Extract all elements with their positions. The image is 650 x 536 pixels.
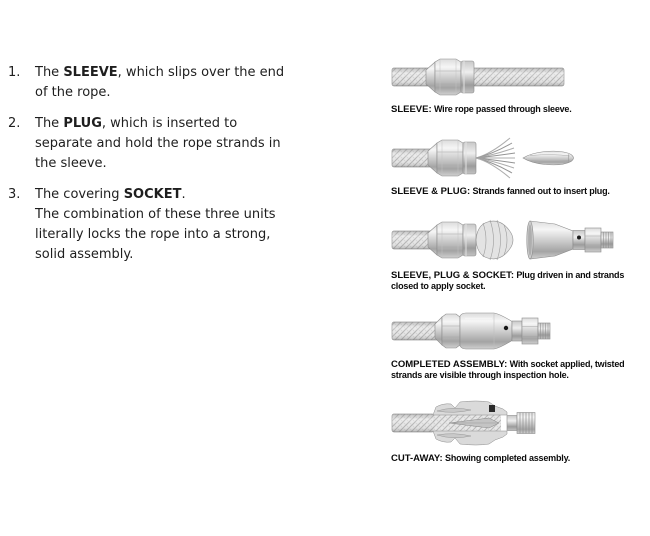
text-line: The combination of these three units [35, 207, 276, 222]
caption-label: SLEEVE, PLUG & SOCKET: [391, 270, 514, 281]
text-segment: , which is inserted to [101, 116, 238, 131]
text-segment: The covering [35, 187, 124, 202]
text-segment: , which slips over the end [117, 65, 285, 80]
caption-label: COMPLETED ASSEMBLY: [391, 359, 508, 370]
figure-block-sleeve-plug [391, 135, 649, 197]
caption-label: CUT-AWAY: [391, 453, 443, 464]
text-line: literally locks the rope into a strong, [35, 227, 271, 242]
text-segment: . [181, 187, 186, 202]
text-segment: The [35, 65, 64, 80]
figure-block-sleeve [391, 55, 649, 115]
text-line: the sleeve. [35, 156, 107, 171]
list-item-text [35, 185, 276, 265]
term-sleeve: SLEEVE [63, 65, 118, 80]
figure-completed-assembly [391, 308, 559, 354]
caption-text: Showing completed assembly. [445, 453, 571, 463]
caption-text: Strands fanned out to insert plug. [472, 186, 610, 196]
text-segment: The [35, 116, 64, 131]
figure-sleeve-plug [391, 135, 581, 181]
caption-text: Wire rope passed through sleeve. [433, 104, 572, 114]
figure-block-sleeve-plug-socket [391, 215, 649, 292]
list-item-text [35, 63, 284, 103]
caption-label: SLEEVE & PLUG: [391, 186, 471, 197]
list-item-text [35, 114, 281, 174]
figure-caption [391, 186, 645, 197]
caption-text: With socket applied, twisted strands are visible through inspection hole. [391, 359, 625, 380]
list-number: 2. [8, 116, 21, 131]
text-line: separate and hold the rope strands in [35, 136, 281, 151]
list-number: 1. [8, 65, 21, 80]
text-line: of the rope. [35, 85, 111, 100]
figure-caption [391, 453, 645, 464]
figure-caption [391, 359, 645, 381]
figure-sleeve [391, 55, 566, 99]
text-line: solid assembly. [35, 247, 134, 262]
figure-block-completed-assembly [391, 308, 649, 381]
instruction-list [8, 63, 348, 276]
figure-sleeve-plug-socket [391, 215, 619, 265]
figure-caption [391, 104, 645, 115]
figure-block-cutaway [391, 398, 649, 464]
figure-cutaway [391, 398, 549, 448]
list-item-sleeve [8, 63, 348, 103]
list-item-socket [8, 185, 348, 265]
term-socket: SOCKET [123, 187, 182, 202]
list-number: 3. [8, 187, 21, 202]
caption-text: Plug driven in and strands closed to apply socket. [391, 270, 625, 291]
figure-caption [391, 270, 645, 292]
list-item-plug [8, 114, 348, 174]
caption-label: SLEEVE: [391, 104, 432, 115]
term-plug: PLUG [63, 116, 102, 131]
figure-column [391, 55, 649, 464]
